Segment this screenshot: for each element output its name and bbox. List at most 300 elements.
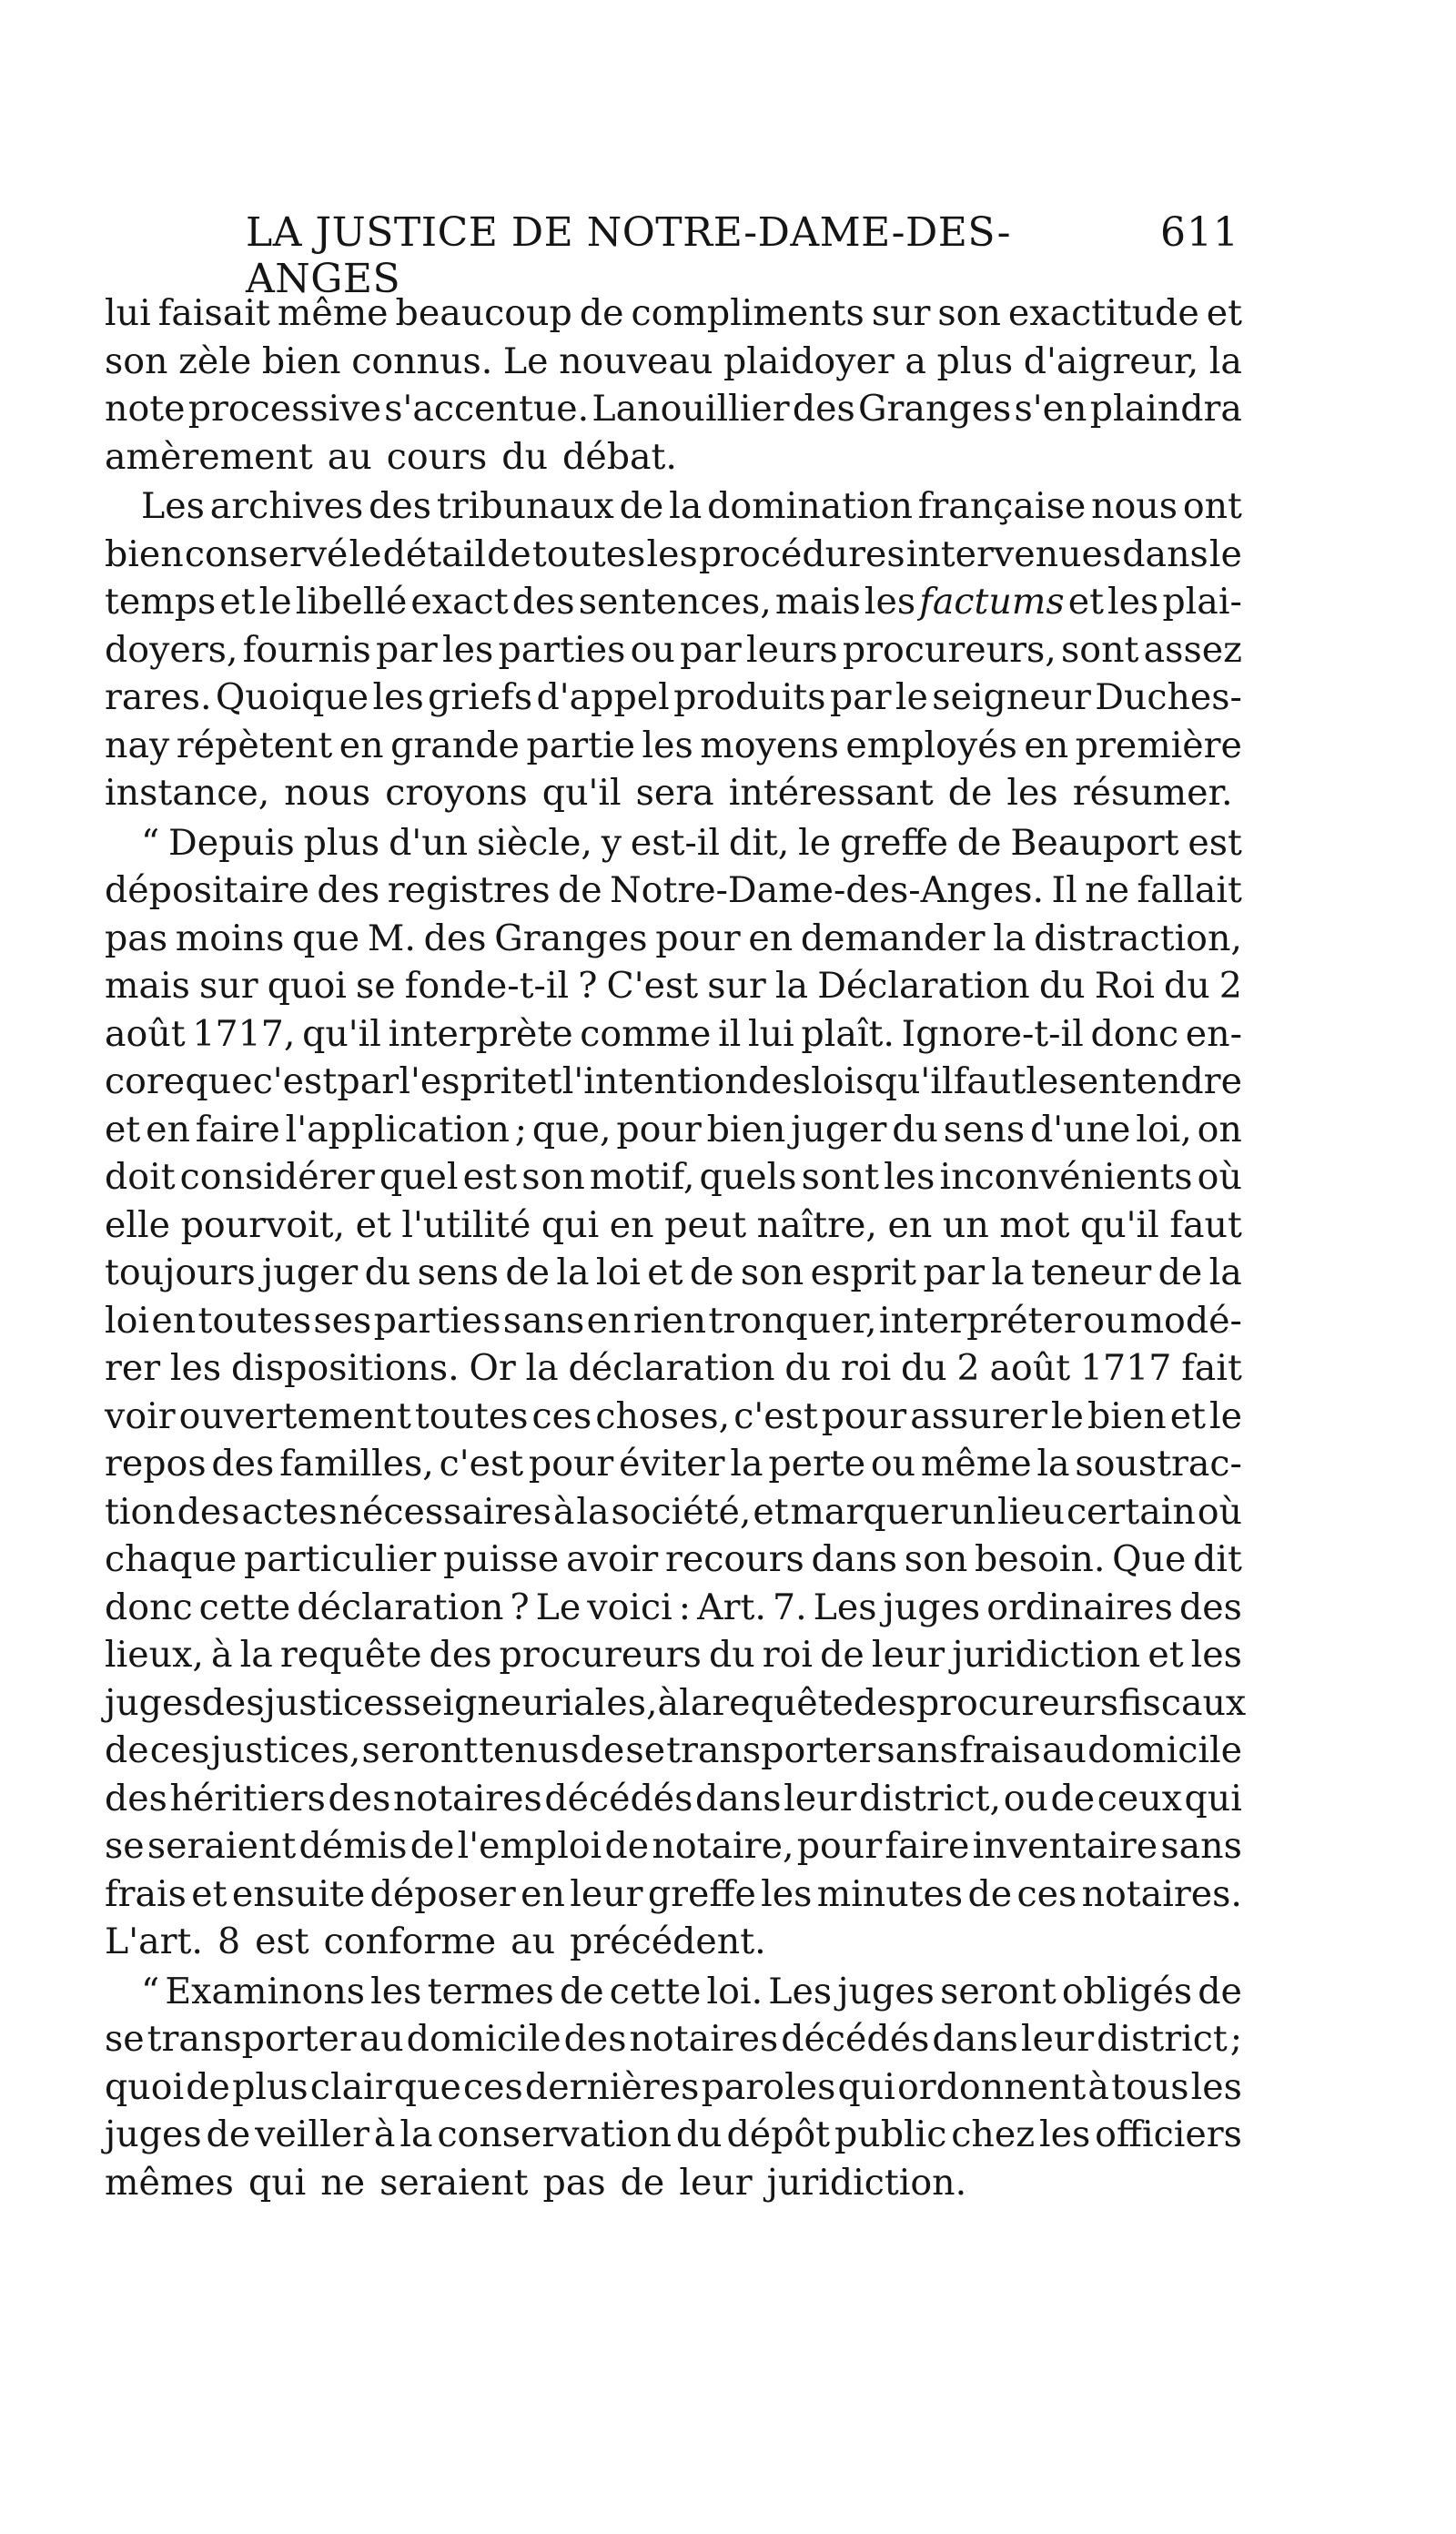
word: sur	[871, 292, 931, 334]
word: du	[675, 2113, 723, 2155]
word: paroles	[701, 2065, 836, 2108]
word: roi	[762, 1634, 814, 1676]
word: termes	[427, 1970, 554, 2012]
word: de	[1158, 1252, 1203, 1293]
text-line	[105, 2111, 1242, 2159]
word: de	[559, 1970, 604, 2012]
word: mais	[105, 965, 190, 1007]
word: registres	[387, 869, 551, 911]
word: ?	[510, 1586, 530, 1628]
word: qu'il	[874, 1060, 954, 1102]
word: la	[1208, 340, 1242, 382]
word: toutes	[414, 1394, 529, 1437]
word: l'utilité	[401, 1203, 531, 1246]
word: du	[708, 1634, 755, 1676]
word: Duches-	[1095, 676, 1242, 718]
word: inventaire	[972, 1825, 1158, 1867]
word: de	[947, 772, 993, 814]
word: M.	[367, 917, 416, 959]
word: ne	[1085, 869, 1129, 911]
word: dans	[694, 1777, 782, 1819]
word: partie	[526, 724, 635, 766]
word: la	[730, 1443, 763, 1485]
word: frais	[958, 1729, 1041, 1771]
word: dans	[811, 1538, 898, 1580]
word: 1717	[1079, 1347, 1172, 1389]
word: la	[1208, 1252, 1242, 1293]
word: nécessaires	[339, 1490, 552, 1533]
word: à	[1087, 2065, 1109, 2108]
word: greffe	[647, 1872, 756, 1915]
word: déclaration	[568, 1347, 775, 1389]
word: Granges	[494, 917, 648, 959]
text-line	[105, 1488, 1242, 1536]
word: perte	[768, 1443, 866, 1485]
word: tous	[1111, 2065, 1189, 2108]
word: au	[359, 2018, 404, 2060]
word: mêmes	[105, 2161, 234, 2204]
word: son	[937, 292, 1001, 334]
word: des	[369, 485, 432, 527]
word: compliments	[631, 292, 864, 334]
word: faire	[885, 1825, 970, 1867]
word: veiller	[255, 2113, 369, 2155]
word: la	[239, 1634, 273, 1676]
word: considérer	[179, 1156, 375, 1198]
word: seraient	[147, 1825, 297, 1867]
word: plaindra	[1089, 388, 1242, 430]
word: ;	[514, 1108, 528, 1150]
word: notaires	[392, 1777, 542, 1819]
word: des	[423, 917, 487, 959]
word: cette	[609, 1970, 702, 2012]
word: pourvoit,	[180, 1203, 346, 1246]
word: voir	[105, 1394, 176, 1437]
word: Les	[141, 485, 205, 527]
word: notaire,	[652, 1825, 794, 1867]
word: 8	[217, 1921, 241, 1962]
word: lui	[105, 292, 151, 334]
word: toutes	[531, 532, 646, 575]
word: s'en	[1014, 388, 1087, 430]
word: le	[1208, 532, 1242, 575]
word: obligés	[1061, 1970, 1193, 2012]
word: les	[169, 1347, 222, 1389]
word: la	[669, 485, 703, 527]
text-line	[105, 2063, 1242, 2112]
word: des	[201, 1681, 265, 1724]
word: Lanouillier	[592, 388, 790, 430]
word: 7.	[772, 1586, 807, 1628]
word: Or	[469, 1347, 516, 1389]
text-line	[105, 1870, 1242, 1919]
word: le	[349, 532, 382, 575]
word: officiers	[1095, 2113, 1242, 2155]
word: seront	[940, 1970, 1057, 2012]
word: domicile	[1087, 1729, 1242, 1771]
word: intervenues	[905, 532, 1122, 575]
word: c'est	[733, 1394, 818, 1437]
word: société,	[611, 1490, 752, 1533]
word: faire	[195, 1108, 280, 1150]
word: sur	[707, 965, 766, 1007]
word: à	[552, 1490, 575, 1533]
word: de	[1198, 1970, 1242, 2012]
word: Depuis	[168, 821, 295, 864]
word: dans	[1122, 532, 1208, 575]
word: s'accentue.	[384, 388, 590, 430]
word: loi	[595, 1252, 641, 1293]
word: plus	[936, 340, 1014, 382]
word: croyons	[385, 772, 528, 814]
text-line	[105, 578, 1242, 626]
word: sera	[635, 772, 714, 814]
word: dit	[1193, 1538, 1242, 1580]
text-line	[105, 1968, 1242, 2016]
word: le	[1208, 1394, 1242, 1437]
word: en	[521, 1872, 565, 1915]
word: française	[917, 485, 1087, 527]
word: loi,	[1136, 1108, 1192, 1150]
word: se	[355, 965, 396, 1007]
text-line	[105, 1153, 1242, 1201]
word: conservé	[184, 532, 349, 575]
text-line	[105, 1201, 1242, 1250]
word: le	[895, 676, 928, 718]
word: nouveau	[559, 340, 713, 382]
word: plai-	[1162, 581, 1242, 623]
word: de	[186, 2065, 230, 2108]
word: de	[620, 2161, 665, 2204]
word: du	[1163, 965, 1210, 1007]
word: démis	[298, 1825, 408, 1867]
word: se	[105, 2018, 145, 2060]
word: lui	[748, 1012, 794, 1055]
word: son	[740, 1252, 804, 1293]
word: les	[642, 724, 693, 766]
word: assez	[1143, 628, 1242, 671]
word: bien	[261, 340, 341, 382]
word: nous	[284, 772, 371, 814]
word: sens	[417, 1252, 500, 1293]
word: ces	[463, 2065, 523, 2108]
text-line	[105, 962, 1242, 1010]
word: nay	[105, 724, 170, 766]
word: qui	[248, 2161, 307, 2204]
word: juges	[105, 2113, 202, 2155]
word: dépositaire	[105, 869, 309, 911]
word: donc	[105, 1586, 193, 1628]
word: transporter	[666, 1729, 876, 1771]
word: sont	[1061, 628, 1139, 671]
word: et	[526, 1060, 562, 1102]
word: quels	[699, 1156, 797, 1198]
word: résumer.	[1072, 772, 1233, 814]
word: siècle,	[476, 821, 592, 864]
word: son	[521, 1156, 585, 1198]
word: d'une	[1029, 1108, 1131, 1150]
word: demander	[800, 917, 986, 959]
word: du	[901, 1347, 947, 1389]
word: et	[1169, 1394, 1206, 1437]
word: est	[1188, 821, 1242, 864]
word: du	[501, 435, 549, 478]
word: plaidoyer	[723, 340, 895, 382]
word: des	[211, 1443, 275, 1485]
word: interprète	[388, 1012, 573, 1055]
word: en	[151, 1299, 197, 1342]
word: intéressant	[728, 772, 934, 814]
word: zèle	[178, 340, 252, 382]
word: leur	[871, 1634, 945, 1676]
text-line	[105, 1536, 1242, 1584]
word: nous	[1091, 485, 1178, 527]
word: à	[373, 2113, 396, 2155]
word: Il	[1051, 869, 1077, 911]
word: le	[798, 821, 832, 864]
word: puisse	[443, 1538, 560, 1580]
word: et	[1206, 292, 1242, 334]
word: requête	[279, 1634, 422, 1676]
word: juridiction.	[766, 2161, 967, 2204]
word: la	[556, 1252, 590, 1293]
word: son	[904, 1538, 968, 1580]
word: de	[410, 1825, 455, 1867]
word: plus	[303, 821, 380, 864]
word: que	[292, 917, 360, 959]
text-line	[105, 769, 1242, 817]
word: libellé	[295, 581, 408, 623]
word: factums	[919, 581, 1065, 623]
word: par	[923, 1252, 986, 1293]
word: juges	[837, 1970, 935, 2012]
word: éviter	[619, 1443, 725, 1485]
word: où	[1197, 1156, 1242, 1198]
text-line	[105, 289, 1242, 338]
word: en-	[1185, 1012, 1242, 1055]
text-line	[105, 482, 1242, 531]
body-text	[105, 289, 1247, 2206]
word: un	[949, 1490, 996, 1533]
word: à	[210, 1634, 233, 1676]
word: Granges	[857, 388, 1012, 430]
word: et	[105, 1108, 141, 1150]
word: “	[141, 821, 160, 864]
word: requête	[712, 1681, 854, 1724]
word: ces	[531, 1394, 592, 1437]
word: les	[1107, 581, 1159, 623]
word: seront	[361, 1729, 479, 1771]
word: Examinons	[165, 1970, 366, 2012]
word: c'est	[252, 1060, 338, 1102]
word: le	[1050, 1394, 1084, 1437]
word: Notre-Dame-des-Anges.	[610, 869, 1045, 911]
word: les	[761, 1872, 813, 1915]
word: juger	[791, 1108, 887, 1150]
word: procureurs	[915, 1681, 1119, 1724]
word: conforme	[323, 1921, 497, 1962]
word: faisait	[157, 292, 270, 334]
word: l'application	[285, 1108, 510, 1150]
word: il	[718, 1012, 742, 1055]
word: de	[206, 2113, 251, 2155]
word: fiscaux	[1118, 1681, 1247, 1724]
text-line	[105, 1344, 1242, 1393]
word: et	[1067, 581, 1104, 623]
word: repos	[105, 1443, 207, 1485]
word: la	[525, 1347, 559, 1389]
word: déclaration	[297, 1586, 504, 1628]
word: cette	[198, 1586, 291, 1628]
word: des	[1178, 1586, 1242, 1628]
word: leur	[570, 1872, 643, 1915]
word: la	[576, 1490, 610, 1533]
word: connus.	[351, 340, 493, 382]
text-line	[105, 1249, 1242, 1297]
word: la	[679, 1681, 713, 1724]
word: instance,	[105, 772, 270, 814]
text-line	[105, 2015, 1242, 2063]
word: par	[337, 1060, 399, 1102]
text-line	[105, 1440, 1242, 1488]
word: exact	[410, 581, 509, 623]
word: 1717,	[192, 1012, 296, 1055]
word: bien	[105, 532, 184, 575]
word: note	[105, 388, 186, 430]
word: sans	[876, 1729, 958, 1771]
word: et	[753, 1490, 789, 1533]
text-line	[105, 819, 1242, 867]
word: Quoique	[215, 676, 369, 718]
word: exactitude	[1007, 292, 1199, 334]
word: tronquer,	[708, 1299, 877, 1342]
word: dispositions.	[230, 1347, 460, 1389]
word: doyers,	[105, 628, 238, 671]
word: rares.	[105, 676, 212, 718]
word: de	[105, 1729, 149, 1771]
word: ces	[1016, 1872, 1077, 1915]
word: esprit	[810, 1252, 916, 1293]
word: teneur	[1030, 1252, 1152, 1293]
word: des	[328, 1777, 391, 1819]
text-line	[105, 1393, 1242, 1441]
word: :	[678, 1586, 692, 1628]
word: des	[853, 1681, 916, 1724]
word: les	[884, 1156, 935, 1198]
text-line	[105, 1584, 1242, 1632]
word: pas	[542, 2161, 606, 2204]
word: parties	[498, 628, 626, 671]
word: de	[505, 1252, 551, 1293]
word: district,	[858, 1777, 1002, 1819]
word: tribunaux	[436, 485, 614, 527]
word: juridiction	[952, 1634, 1141, 1676]
word: les	[1190, 2065, 1242, 2108]
word: en	[339, 724, 384, 766]
word: d'aigreur,	[1023, 340, 1199, 382]
word: les	[372, 676, 424, 718]
word: rer	[105, 1347, 161, 1389]
word: de	[967, 1872, 1013, 1915]
word: voici	[587, 1586, 672, 1628]
word: justices	[264, 1681, 403, 1724]
word: ;	[1229, 2018, 1242, 2060]
word: les	[646, 532, 698, 575]
word: Le	[502, 340, 549, 382]
text-line	[105, 722, 1242, 770]
word: fonde-t-il	[404, 965, 570, 1007]
word: ou	[630, 628, 675, 671]
word: public	[834, 2113, 947, 2155]
word: qui	[541, 1203, 600, 1246]
word: des	[511, 581, 575, 623]
text-line	[105, 1775, 1242, 1823]
word: tion	[105, 1490, 176, 1533]
word: et	[355, 1203, 391, 1246]
word: loi	[105, 1299, 150, 1342]
word: doit	[105, 1156, 176, 1198]
word: sans	[502, 1299, 585, 1342]
text-line	[105, 1297, 1242, 1345]
word: la	[993, 917, 1026, 959]
word: du	[364, 1252, 411, 1293]
word: quel	[379, 1156, 459, 1198]
word: mais	[774, 581, 861, 623]
word: la	[774, 965, 809, 1007]
word: chaque	[105, 1538, 238, 1580]
word: lieu	[996, 1490, 1066, 1533]
word: ont	[1182, 485, 1242, 527]
word: à	[657, 1681, 680, 1724]
text-line	[105, 867, 1242, 915]
word: seraient	[379, 2161, 529, 2204]
running-header	[246, 209, 1239, 302]
word: roi	[840, 1347, 892, 1389]
word: détail	[382, 532, 486, 575]
word: d'appel	[536, 676, 670, 718]
word: l'esprit	[399, 1060, 527, 1102]
text-line	[105, 1918, 1242, 1966]
word: dans	[932, 2018, 1018, 2060]
word: faut	[1169, 1203, 1242, 1246]
word: qui	[1184, 1777, 1242, 1819]
word: de	[580, 1729, 625, 1771]
word: procureurs,	[842, 628, 1057, 671]
word: première	[1075, 724, 1242, 766]
word: familles,	[279, 1443, 434, 1485]
word: inconvénients	[939, 1156, 1193, 1198]
word: par	[680, 628, 742, 671]
word: de	[487, 532, 531, 575]
word: y	[601, 821, 622, 864]
text-line	[105, 1106, 1242, 1154]
word: fournis	[242, 628, 371, 671]
word: de	[1050, 1777, 1096, 1819]
word: cours	[386, 435, 488, 478]
word: le	[258, 581, 292, 623]
word: moins	[175, 917, 285, 959]
word: l'intention	[561, 1060, 748, 1102]
word: en	[146, 1108, 190, 1150]
word: amèrement	[105, 435, 313, 478]
word: soustrac-	[1075, 1443, 1242, 1485]
word: entendre	[1077, 1060, 1242, 1102]
word: temps	[105, 581, 217, 623]
word: même	[277, 292, 389, 334]
word: particulier	[243, 1538, 437, 1580]
word: c'est	[439, 1443, 524, 1485]
word: août	[105, 1012, 186, 1055]
